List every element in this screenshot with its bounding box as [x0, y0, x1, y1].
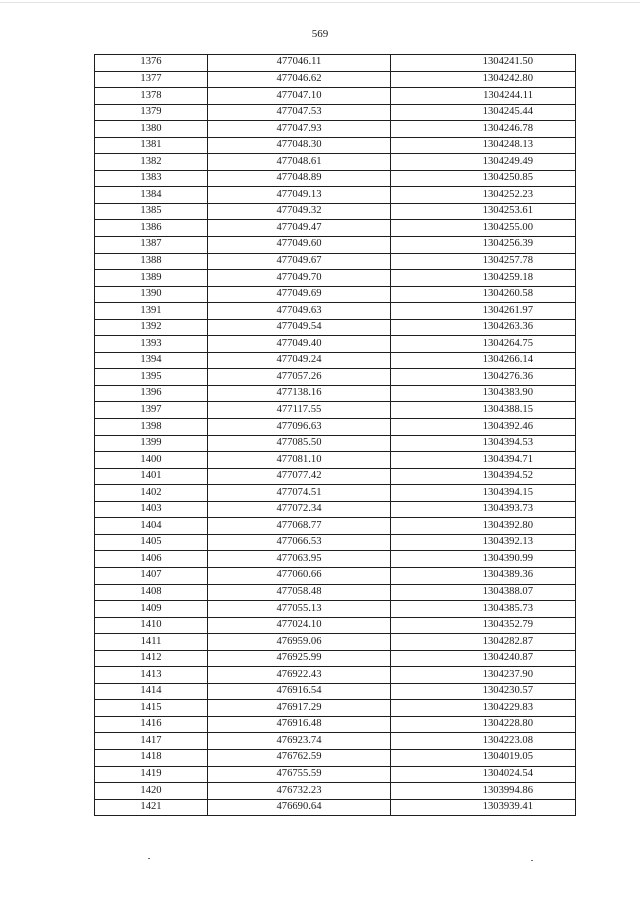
table-row: [95, 336, 576, 353]
x-coordinate-cell: 477063.95: [208, 551, 391, 568]
x-coordinate-cell: 476916.54: [208, 683, 391, 700]
table-row: [95, 799, 576, 816]
point-number-cell: 1396: [95, 385, 208, 402]
point-number-cell: 1378: [95, 88, 208, 105]
table-row: [95, 485, 576, 502]
table-row: [95, 303, 576, 320]
table-row: [95, 551, 576, 568]
table-row: [95, 319, 576, 336]
y-coordinate-cell: 1304263.36: [391, 319, 576, 336]
point-number-cell: 1393: [95, 336, 208, 353]
x-coordinate-cell: 477047.53: [208, 104, 391, 121]
x-coordinate-cell: 477049.47: [208, 220, 391, 237]
scan-speck-right: [531, 860, 533, 861]
y-coordinate-cell: 1304256.39: [391, 237, 576, 254]
x-coordinate-cell: 477055.13: [208, 601, 391, 618]
point-number-cell: 1377: [95, 71, 208, 88]
y-coordinate-cell: 1304394.53: [391, 435, 576, 452]
table-row: [95, 352, 576, 369]
table-row: [95, 749, 576, 766]
x-coordinate-cell: 477024.10: [208, 617, 391, 634]
x-coordinate-cell: 476917.29: [208, 700, 391, 717]
table-row: [95, 766, 576, 783]
x-coordinate-cell: 477066.53: [208, 534, 391, 551]
table-row: [95, 220, 576, 237]
point-number-cell: 1411: [95, 634, 208, 651]
point-number-cell: 1405: [95, 534, 208, 551]
y-coordinate-cell: 1304253.61: [391, 203, 576, 220]
point-number-cell: 1401: [95, 468, 208, 485]
y-coordinate-cell: 1304276.36: [391, 369, 576, 386]
y-coordinate-cell: 1304282.87: [391, 634, 576, 651]
table-row: [95, 286, 576, 303]
y-coordinate-cell: 1304242.80: [391, 71, 576, 88]
point-number-cell: 1409: [95, 601, 208, 618]
table-row: [95, 601, 576, 618]
y-coordinate-cell: 1304390.99: [391, 551, 576, 568]
table-row: [95, 369, 576, 386]
table-row: [95, 733, 576, 750]
x-coordinate-cell: 476762.59: [208, 749, 391, 766]
y-coordinate-cell: 1304257.78: [391, 253, 576, 270]
point-number-cell: 1383: [95, 170, 208, 187]
table-row: [95, 534, 576, 551]
x-coordinate-cell: 477046.11: [208, 55, 391, 72]
table-row: [95, 104, 576, 121]
point-number-cell: 1414: [95, 683, 208, 700]
scan-speck-left: [148, 858, 150, 859]
point-number-cell: 1382: [95, 154, 208, 171]
point-number-cell: 1403: [95, 501, 208, 518]
x-coordinate-cell: 477068.77: [208, 518, 391, 535]
y-coordinate-cell: 1304392.46: [391, 419, 576, 436]
table-row: [95, 121, 576, 138]
x-coordinate-cell: 477049.40: [208, 336, 391, 353]
y-coordinate-cell: 1304240.87: [391, 650, 576, 667]
y-coordinate-cell: 1304019.05: [391, 749, 576, 766]
y-coordinate-cell: 1304255.00: [391, 220, 576, 237]
table-row: [95, 584, 576, 601]
table-row: [95, 501, 576, 518]
x-coordinate-cell: 477096.63: [208, 419, 391, 436]
table-row: [95, 88, 576, 105]
table-row: [95, 716, 576, 733]
x-coordinate-cell: 477077.42: [208, 468, 391, 485]
point-number-cell: 1398: [95, 419, 208, 436]
point-number-cell: 1388: [95, 253, 208, 270]
x-coordinate-cell: 477057.26: [208, 369, 391, 386]
y-coordinate-cell: 1304392.13: [391, 534, 576, 551]
y-coordinate-cell: 1304252.23: [391, 187, 576, 204]
x-coordinate-cell: 477074.51: [208, 485, 391, 502]
x-coordinate-cell: 477049.54: [208, 319, 391, 336]
y-coordinate-cell: 1304352.79: [391, 617, 576, 634]
point-number-cell: 1400: [95, 452, 208, 469]
table-row: [95, 468, 576, 485]
table-row: [95, 650, 576, 667]
x-coordinate-cell: 477081.10: [208, 452, 391, 469]
y-coordinate-cell: 1304394.71: [391, 452, 576, 469]
point-number-cell: 1379: [95, 104, 208, 121]
table-row: [95, 253, 576, 270]
x-coordinate-cell: 476690.64: [208, 799, 391, 816]
point-number-cell: 1392: [95, 319, 208, 336]
x-coordinate-cell: 476959.06: [208, 634, 391, 651]
y-coordinate-cell: 1304250.85: [391, 170, 576, 187]
point-number-cell: 1387: [95, 237, 208, 254]
point-number-cell: 1417: [95, 733, 208, 750]
point-number-cell: 1412: [95, 650, 208, 667]
table-row: [95, 237, 576, 254]
table-row: [95, 634, 576, 651]
y-coordinate-cell: 1304024.54: [391, 766, 576, 783]
point-number-cell: 1410: [95, 617, 208, 634]
point-number-cell: 1380: [95, 121, 208, 138]
table-row: [95, 270, 576, 287]
point-number-cell: 1408: [95, 584, 208, 601]
x-coordinate-cell: 477046.62: [208, 71, 391, 88]
table-row: [95, 170, 576, 187]
x-coordinate-cell: 477049.60: [208, 237, 391, 254]
point-number-cell: 1419: [95, 766, 208, 783]
point-number-cell: 1394: [95, 352, 208, 369]
y-coordinate-cell: 1304237.90: [391, 667, 576, 684]
table-row: [95, 617, 576, 634]
y-coordinate-cell: 1304230.57: [391, 683, 576, 700]
y-coordinate-cell: 1304266.14: [391, 352, 576, 369]
point-number-cell: 1402: [95, 485, 208, 502]
x-coordinate-cell: 477117.55: [208, 402, 391, 419]
x-coordinate-cell: 477049.69: [208, 286, 391, 303]
point-number-cell: 1416: [95, 716, 208, 733]
y-coordinate-cell: 1304249.49: [391, 154, 576, 171]
y-coordinate-cell: 1303994.86: [391, 783, 576, 800]
table-row: [95, 419, 576, 436]
coordinates-table: [94, 54, 576, 816]
x-coordinate-cell: 476732.23: [208, 783, 391, 800]
x-coordinate-cell: 476755.59: [208, 766, 391, 783]
x-coordinate-cell: 476923.74: [208, 733, 391, 750]
y-coordinate-cell: 1304389.36: [391, 567, 576, 584]
x-coordinate-cell: 476922.43: [208, 667, 391, 684]
y-coordinate-cell: 1304260.58: [391, 286, 576, 303]
point-number-cell: 1420: [95, 783, 208, 800]
table-row: [95, 55, 576, 72]
table-row: [95, 452, 576, 469]
point-number-cell: 1413: [95, 667, 208, 684]
table-row: [95, 435, 576, 452]
table-row: [95, 203, 576, 220]
point-number-cell: 1418: [95, 749, 208, 766]
point-number-cell: 1395: [95, 369, 208, 386]
table-row: [95, 567, 576, 584]
coordinates-table-body: [95, 55, 576, 816]
x-coordinate-cell: 477049.63: [208, 303, 391, 320]
y-coordinate-cell: 1304394.15: [391, 485, 576, 502]
y-coordinate-cell: 1304223.08: [391, 733, 576, 750]
x-coordinate-cell: 477049.13: [208, 187, 391, 204]
table-row: [95, 71, 576, 88]
table-row: [95, 667, 576, 684]
point-number-cell: 1399: [95, 435, 208, 452]
x-coordinate-cell: 476925.99: [208, 650, 391, 667]
point-number-cell: 1381: [95, 137, 208, 154]
x-coordinate-cell: 477049.70: [208, 270, 391, 287]
x-coordinate-cell: 477072.34: [208, 501, 391, 518]
x-coordinate-cell: 477085.50: [208, 435, 391, 452]
point-number-cell: 1397: [95, 402, 208, 419]
table-row: [95, 402, 576, 419]
x-coordinate-cell: 477047.93: [208, 121, 391, 138]
x-coordinate-cell: 477048.61: [208, 154, 391, 171]
point-number-cell: 1391: [95, 303, 208, 320]
table-row: [95, 187, 576, 204]
point-number-cell: 1404: [95, 518, 208, 535]
y-coordinate-cell: 1304388.15: [391, 402, 576, 419]
point-number-cell: 1384: [95, 187, 208, 204]
x-coordinate-cell: 477047.10: [208, 88, 391, 105]
y-coordinate-cell: 1304261.97: [391, 303, 576, 320]
y-coordinate-cell: 1304393.73: [391, 501, 576, 518]
y-coordinate-cell: 1304248.13: [391, 137, 576, 154]
y-coordinate-cell: 1304383.90: [391, 385, 576, 402]
point-number-cell: 1376: [95, 55, 208, 72]
table-row: [95, 137, 576, 154]
point-number-cell: 1406: [95, 551, 208, 568]
y-coordinate-cell: 1304259.18: [391, 270, 576, 287]
y-coordinate-cell: 1304245.44: [391, 104, 576, 121]
table-row: [95, 385, 576, 402]
x-coordinate-cell: 477048.30: [208, 137, 391, 154]
y-coordinate-cell: 1304264.75: [391, 336, 576, 353]
y-coordinate-cell: 1304246.78: [391, 121, 576, 138]
x-coordinate-cell: 477049.24: [208, 352, 391, 369]
point-number-cell: 1386: [95, 220, 208, 237]
table-row: [95, 683, 576, 700]
table-row: [95, 518, 576, 535]
table-row: [95, 783, 576, 800]
point-number-cell: 1421: [95, 799, 208, 816]
y-coordinate-cell: 1304229.83: [391, 700, 576, 717]
x-coordinate-cell: 476916.48: [208, 716, 391, 733]
x-coordinate-cell: 477138.16: [208, 385, 391, 402]
y-coordinate-cell: 1304392.80: [391, 518, 576, 535]
page-number: 569: [311, 28, 329, 40]
y-coordinate-cell: 1304385.73: [391, 601, 576, 618]
table-row: [95, 700, 576, 717]
y-coordinate-cell: 1304244.11: [391, 88, 576, 105]
y-coordinate-cell: 1304241.50: [391, 55, 576, 72]
y-coordinate-cell: 1304228.80: [391, 716, 576, 733]
x-coordinate-cell: 477049.67: [208, 253, 391, 270]
table-row: [95, 154, 576, 171]
y-coordinate-cell: 1303939.41: [391, 799, 576, 816]
x-coordinate-cell: 477058.48: [208, 584, 391, 601]
point-number-cell: 1390: [95, 286, 208, 303]
y-coordinate-cell: 1304388.07: [391, 584, 576, 601]
y-coordinate-cell: 1304394.52: [391, 468, 576, 485]
point-number-cell: 1389: [95, 270, 208, 287]
x-coordinate-cell: 477060.66: [208, 567, 391, 584]
x-coordinate-cell: 477048.89: [208, 170, 391, 187]
point-number-cell: 1407: [95, 567, 208, 584]
point-number-cell: 1415: [95, 700, 208, 717]
scan-edge-line: [0, 2, 640, 3]
x-coordinate-cell: 477049.32: [208, 203, 391, 220]
point-number-cell: 1385: [95, 203, 208, 220]
